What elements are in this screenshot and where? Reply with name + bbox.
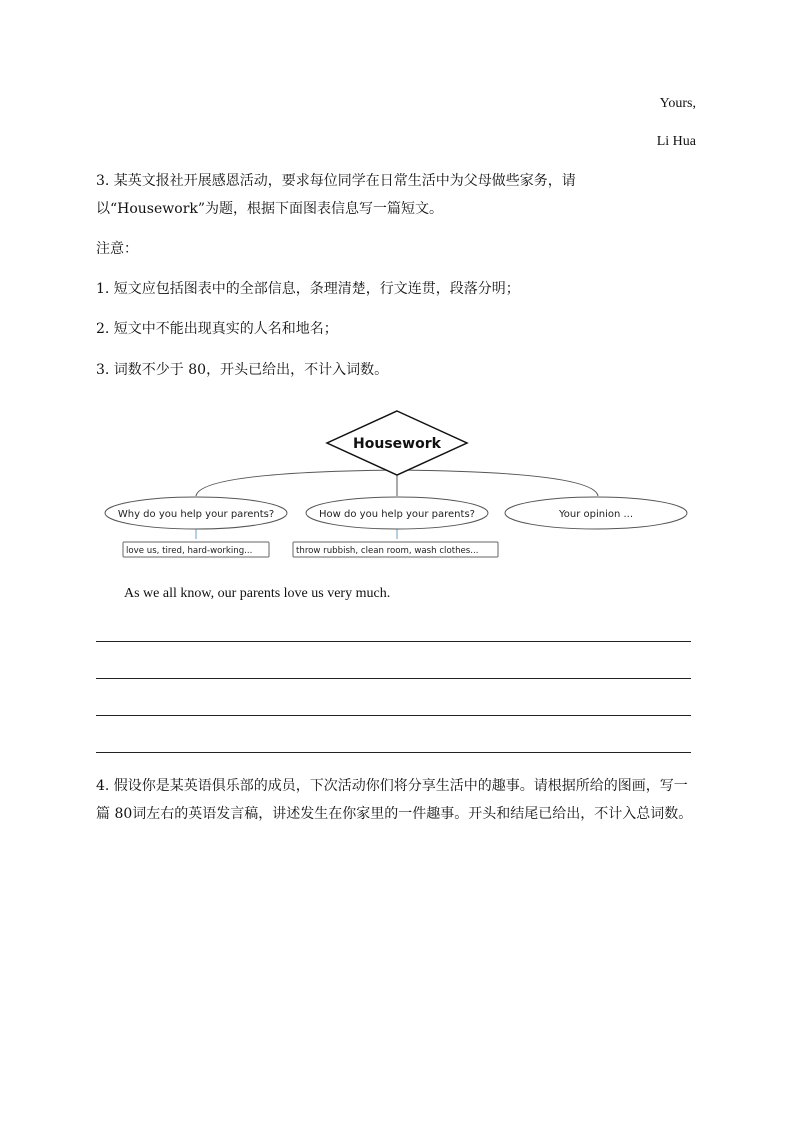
center-label: Housework <box>353 436 441 452</box>
note-1: 1. 短文应包括图表中的全部信息，条理清楚，行文连贯，段落分明； <box>96 281 520 297</box>
essay-start: As we all know, our parents love us very much. <box>124 586 391 601</box>
notice-title: 注意： <box>96 241 138 257</box>
signature: Li Hua <box>656 134 696 149</box>
housework-diagram <box>0 400 794 570</box>
connector-left <box>196 470 397 496</box>
branch-how-label: How do you help your parents? <box>319 509 475 520</box>
connector-right <box>397 470 598 496</box>
answer-line-1[interactable] <box>96 641 691 642</box>
answer-line-4[interactable] <box>96 752 691 753</box>
branch-opinion-label: Your opinion ... <box>558 509 634 520</box>
answer-line-2[interactable] <box>96 678 691 679</box>
note-3: 3. 词数不少于 80，开头已给出，不计入词数。 <box>96 362 389 378</box>
detail-how-label: throw rubbish, clean room, wash clothes... <box>296 546 479 556</box>
question4-prompt: 4. 假设你是某英语俱乐部的成员，下次活动你们将分享生活中的趣事。请根据所给的图画，写一篇 80词左右的英语发言稿，讲述发生在你家里的一件趣事。开头和结尾已给出，不计入总词数。 <box>96 778 693 822</box>
branch-why-label: Why do you help your parents? <box>117 509 275 520</box>
answer-line-3[interactable] <box>96 715 691 716</box>
note-2: 2. 短文中不能出现真实的人名和地名； <box>96 321 338 337</box>
detail-why-label: love us, tired, hard-working... <box>126 546 253 556</box>
question3-prompt: 3. 某英文报社开展感恩活动，要求每位同学在日常生活中为父母做些家务，请以“Housework”为题，根据下面图表信息写一篇短文。 <box>96 173 576 217</box>
valediction: Yours, <box>659 96 696 111</box>
